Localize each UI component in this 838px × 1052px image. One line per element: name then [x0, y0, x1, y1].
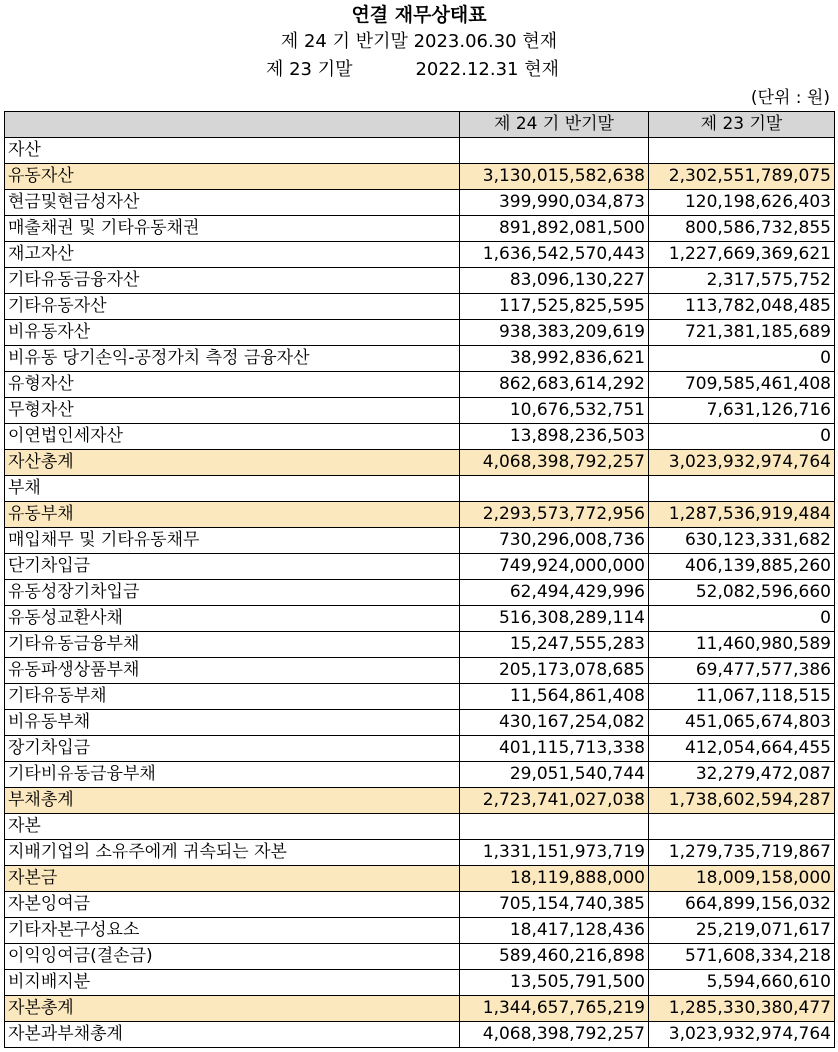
- current-period-value: 15,247,555,283: [460, 632, 649, 658]
- header-prior-period: 제 23 기말: [649, 112, 835, 138]
- account-name: 유동성교환사채: [5, 606, 460, 632]
- current-period-value: [460, 138, 649, 164]
- account-name: 비유동자산: [5, 320, 460, 346]
- balance-sheet-table: [4, 111, 835, 1048]
- table-row: [5, 190, 835, 216]
- current-period-value: 938,383,209,619: [460, 320, 649, 346]
- prior-period-value: [649, 138, 835, 164]
- account-name: 매입채무 및 기타유동채무: [5, 528, 460, 554]
- prior-period-value: 11,067,118,515: [649, 684, 835, 710]
- account-name: 자본: [5, 814, 460, 840]
- prior-period-value: 630,123,331,682: [649, 528, 835, 554]
- account-name: 기타유동금융부채: [5, 632, 460, 658]
- current-period-value: [460, 476, 649, 502]
- current-period-value: 705,154,740,385: [460, 892, 649, 918]
- prior-period-value: 664,899,156,032: [649, 892, 835, 918]
- account-name: 이연법인세자산: [5, 424, 460, 450]
- table-row: [5, 944, 835, 970]
- account-name: 무형자산: [5, 398, 460, 424]
- current-period-value: 205,173,078,685: [460, 658, 649, 684]
- current-period-value: 749,924,000,000: [460, 554, 649, 580]
- current-period-value: 891,892,081,500: [460, 216, 649, 242]
- table-row: [5, 658, 835, 684]
- account-name: 자본잉여금: [5, 892, 460, 918]
- prior-period-value: 1,285,330,380,477: [649, 996, 835, 1022]
- account-name: 현금및현금성자산: [5, 190, 460, 216]
- table-row: [5, 788, 835, 814]
- table-row: [5, 606, 835, 632]
- current-period-value: 401,115,713,338: [460, 736, 649, 762]
- account-name: 부채: [5, 476, 460, 502]
- prior-period-value: [649, 476, 835, 502]
- current-period-line: 제 24 기 반기말 2023.06.30 현재: [280, 31, 558, 52]
- account-name: 기타유동금융자산: [5, 268, 460, 294]
- current-period-value: 1,636,542,570,443: [460, 242, 649, 268]
- account-name: 단기차입금: [5, 554, 460, 580]
- prior-period-value: 709,585,461,408: [649, 372, 835, 398]
- prior-period-value: 2,317,575,752: [649, 268, 835, 294]
- account-name: 유동부채: [5, 502, 460, 528]
- current-period-value: 2,723,741,027,038: [460, 788, 649, 814]
- current-period-value: 399,990,034,873: [460, 190, 649, 216]
- current-period-value: 29,051,540,744: [460, 762, 649, 788]
- account-name: 자본금: [5, 866, 460, 892]
- table-row: [5, 970, 835, 996]
- table-row: [5, 164, 835, 190]
- prior-period-value: 1,738,602,594,287: [649, 788, 835, 814]
- account-name: 기타유동부채: [5, 684, 460, 710]
- prior-period-value: 2,302,551,789,075: [649, 164, 835, 190]
- account-name: 유동파생상품부채: [5, 658, 460, 684]
- prior-period-value: 406,139,885,260: [649, 554, 835, 580]
- account-name: 자산: [5, 138, 460, 164]
- prior-period-value: 451,065,674,803: [649, 710, 835, 736]
- table-row: [5, 814, 835, 840]
- current-period-value: 516,308,289,114: [460, 606, 649, 632]
- table-row: [5, 242, 835, 268]
- account-name: 비유동 당기손익-공정가치 측정 금융자산: [5, 346, 460, 372]
- current-period-value: 83,096,130,227: [460, 268, 649, 294]
- account-name: 유동성장기차입금: [5, 580, 460, 606]
- current-period-value: 13,898,236,503: [460, 424, 649, 450]
- prior-period-value: 7,631,126,716: [649, 398, 835, 424]
- table-row: [5, 710, 835, 736]
- account-name: 비유동부채: [5, 710, 460, 736]
- table-row: [5, 684, 835, 710]
- header-account: [5, 112, 460, 138]
- current-period-value: 18,417,128,436: [460, 918, 649, 944]
- prior-period-value: 0: [649, 606, 835, 632]
- table-row: [5, 476, 835, 502]
- prior-period-value: 52,082,596,660: [649, 580, 835, 606]
- table-row: [5, 268, 835, 294]
- account-name: 기타유동자산: [5, 294, 460, 320]
- current-period-value: 38,992,836,621: [460, 346, 649, 372]
- current-period-value: 589,460,216,898: [460, 944, 649, 970]
- table-row: [5, 918, 835, 944]
- account-name: 자본과부채총계: [5, 1022, 460, 1048]
- table-row: [5, 1022, 835, 1048]
- prior-period-value: 3,023,932,974,764: [649, 1022, 835, 1048]
- current-period-value: 2,293,573,772,956: [460, 502, 649, 528]
- current-period-value: 3,130,015,582,638: [460, 164, 649, 190]
- current-period-value: 10,676,532,751: [460, 398, 649, 424]
- table-row: [5, 398, 835, 424]
- account-name: 자본총계: [5, 996, 460, 1022]
- account-name: 부채총계: [5, 788, 460, 814]
- table-row: [5, 892, 835, 918]
- account-name: 기타비유동금융부채: [5, 762, 460, 788]
- current-period-value: 862,683,614,292: [460, 372, 649, 398]
- prior-period-value: [649, 814, 835, 840]
- current-period-value: 1,344,657,765,219: [460, 996, 649, 1022]
- header-current-period: 제 24 기 반기말: [460, 112, 649, 138]
- account-name: 지배기업의 소유주에게 귀속되는 자본: [5, 840, 460, 866]
- current-period-value: 430,167,254,082: [460, 710, 649, 736]
- prior-period-value: 412,054,664,455: [649, 736, 835, 762]
- unit-label: (단위 : 원): [750, 88, 830, 108]
- prior-period-value: 120,198,626,403: [649, 190, 835, 216]
- prior-period-value: 1,227,669,369,621: [649, 242, 835, 268]
- table-row: [5, 762, 835, 788]
- prior-period-value: 5,594,660,610: [649, 970, 835, 996]
- account-name: 유형자산: [5, 372, 460, 398]
- account-name: 기타자본구성요소: [5, 918, 460, 944]
- prior-period-value: 69,477,577,386: [649, 658, 835, 684]
- prior-period-value: 1,287,536,919,484: [649, 502, 835, 528]
- table-row: [5, 632, 835, 658]
- table-row: [5, 528, 835, 554]
- current-period-value: 4,068,398,792,257: [460, 450, 649, 476]
- prior-period-line: 제 23 기말 2022.12.31 현재: [266, 59, 560, 80]
- table-row: [5, 580, 835, 606]
- table-row: [5, 502, 835, 528]
- account-name: 매출채권 및 기타유동채권: [5, 216, 460, 242]
- table-row: [5, 294, 835, 320]
- prior-period-value: 11,460,980,589: [649, 632, 835, 658]
- current-period-value: 18,119,888,000: [460, 866, 649, 892]
- table-row: [5, 996, 835, 1022]
- current-period-value: 62,494,429,996: [460, 580, 649, 606]
- account-name: 이익잉여금(결손금): [5, 944, 460, 970]
- table-row: [5, 736, 835, 762]
- current-period-value: 13,505,791,500: [460, 970, 649, 996]
- table-row: [5, 450, 835, 476]
- prior-period-value: 18,009,158,000: [649, 866, 835, 892]
- table-row: [5, 138, 835, 164]
- statement-title: 연결 재무상태표: [351, 4, 487, 26]
- table-row: [5, 424, 835, 450]
- current-period-value: [460, 814, 649, 840]
- account-name: 비지배지분: [5, 970, 460, 996]
- account-name: 재고자산: [5, 242, 460, 268]
- prior-period-value: 571,608,334,218: [649, 944, 835, 970]
- current-period-value: 4,068,398,792,257: [460, 1022, 649, 1048]
- prior-period-value: 3,023,932,974,764: [649, 450, 835, 476]
- account-name: 장기차입금: [5, 736, 460, 762]
- prior-period-value: 0: [649, 346, 835, 372]
- table-row: [5, 216, 835, 242]
- account-name: 자산총계: [5, 450, 460, 476]
- account-name: 유동자산: [5, 164, 460, 190]
- prior-period-value: 32,279,472,087: [649, 762, 835, 788]
- prior-period-value: 113,782,048,485: [649, 294, 835, 320]
- table-row: [5, 320, 835, 346]
- table-row: [5, 372, 835, 398]
- table-row: [5, 346, 835, 372]
- prior-period-value: 1,279,735,719,867: [649, 840, 835, 866]
- prior-period-value: 25,219,071,617: [649, 918, 835, 944]
- table-row: [5, 840, 835, 866]
- table-body: [5, 138, 835, 1048]
- table-row: [5, 866, 835, 892]
- table-header-row: [5, 112, 835, 138]
- current-period-value: 11,564,861,408: [460, 684, 649, 710]
- prior-period-value: 800,586,732,855: [649, 216, 835, 242]
- prior-period-value: 0: [649, 424, 835, 450]
- current-period-value: 117,525,825,595: [460, 294, 649, 320]
- table-row: [5, 554, 835, 580]
- current-period-value: 730,296,008,736: [460, 528, 649, 554]
- prior-period-value: 721,381,185,689: [649, 320, 835, 346]
- current-period-value: 1,331,151,973,719: [460, 840, 649, 866]
